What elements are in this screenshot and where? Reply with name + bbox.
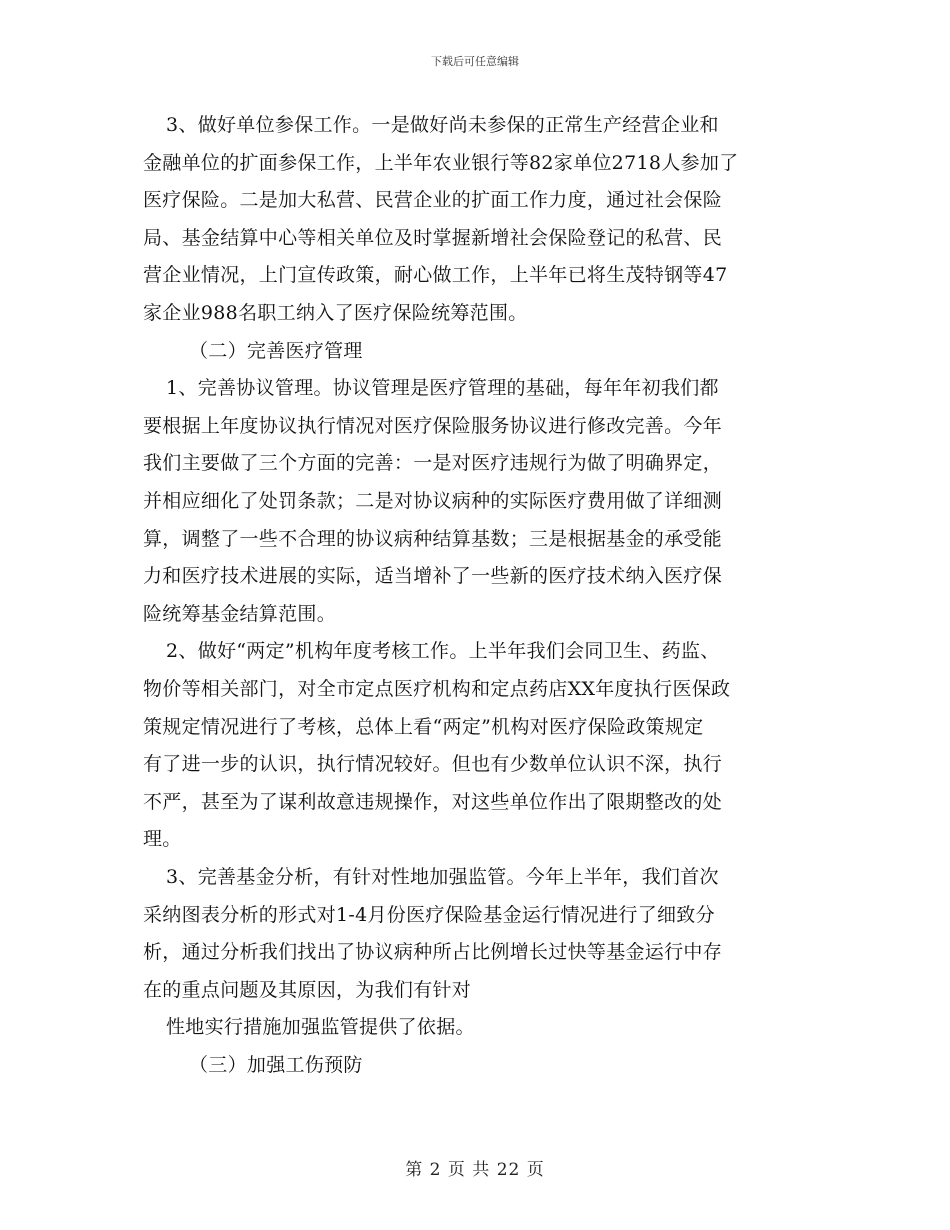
text-line: 1、完善协议管理。协议管理是医疗管理的基础，每年年初我们都 <box>166 377 719 400</box>
page-footer: 第 2 页 共 22 页 <box>405 1160 545 1180</box>
section-heading: （二）完善医疗管理 <box>189 339 363 362</box>
page-header: 下载后可任意编辑 <box>431 55 519 68</box>
text-line: 析，通过分析我们找出了协议病种所占比例增长过快等基金运行中存 <box>143 941 723 964</box>
text-line: 家企业988名职工纳入了医疗保险统筹范围。 <box>143 302 528 324</box>
text-line: 医疗保险。二是加大私营、民营企业的扩面工作力度，通过社会保险 <box>143 189 723 212</box>
text-line: 并相应细化了处罚条款；二是对协议病种的实际医疗费用做了详细测 <box>143 490 723 512</box>
text-line: 2、做好“两定”机构年度考核工作。上半年我们会同卫生、药监、 <box>166 640 720 663</box>
text-line: 物价等相关部门，对全市定点医疗机构和定点药店XX年度执行医保政 <box>143 678 731 700</box>
text-line: 3、完善基金分析，有针对性地加强监管。今年上半年，我们首次 <box>166 866 719 888</box>
text-line: 采纳图表分析的形式对1-4月份医疗保险基金运行情况进行了细致分 <box>143 903 715 926</box>
text-line: 算，调整了一些不合理的协议病种结算基数；三是根据基金的承受能 <box>143 527 723 550</box>
text-line: 金融单位的扩面参保工作，上半年农业银行等82家单位2718人参加了 <box>143 151 739 174</box>
text-line: 有了进一步的认识，执行情况较好。但也有少数单位认识不深，执行 <box>143 753 723 776</box>
section-heading: （三）加强工伤预防 <box>189 1054 363 1076</box>
text-line: 力和医疗技术进展的实际，适当增补了一些新的医疗技术纳入医疗保 <box>143 565 723 588</box>
text-line: 局、基金结算中心等相关单位及时掌握新增社会保险登记的私营、民 <box>143 226 723 249</box>
text-line: 理。 <box>143 828 182 851</box>
text-line: 在的重点问题及其原因，为我们有针对 <box>143 978 472 1001</box>
text-line: 性地实行措施加强监管提供了依据。 <box>166 1016 475 1039</box>
text-line: 我们主要做了三个方面的完善：一是对医疗违规行为做了明确界定， <box>143 452 723 475</box>
text-line: 险统筹基金结算范围。 <box>143 602 337 625</box>
text-line: 营企业情况，上门宣传政策，耐心做工作，上半年已将生茂特钢等47 <box>143 264 728 287</box>
text-line: 要根据上年度协议执行情况对医疗保险服务协议进行修改完善。今年 <box>143 414 723 437</box>
text-line: 不严，甚至为了谋利故意违规操作，对这些单位作出了限期整改的处 <box>143 790 723 813</box>
text-line: 策规定情况进行了考核，总体上看“两定”机构对医疗保险政策规定 <box>143 715 704 738</box>
text-line: 3、做好单位参保工作。一是做好尚未参保的正常生产经营企业和 <box>166 114 719 136</box>
